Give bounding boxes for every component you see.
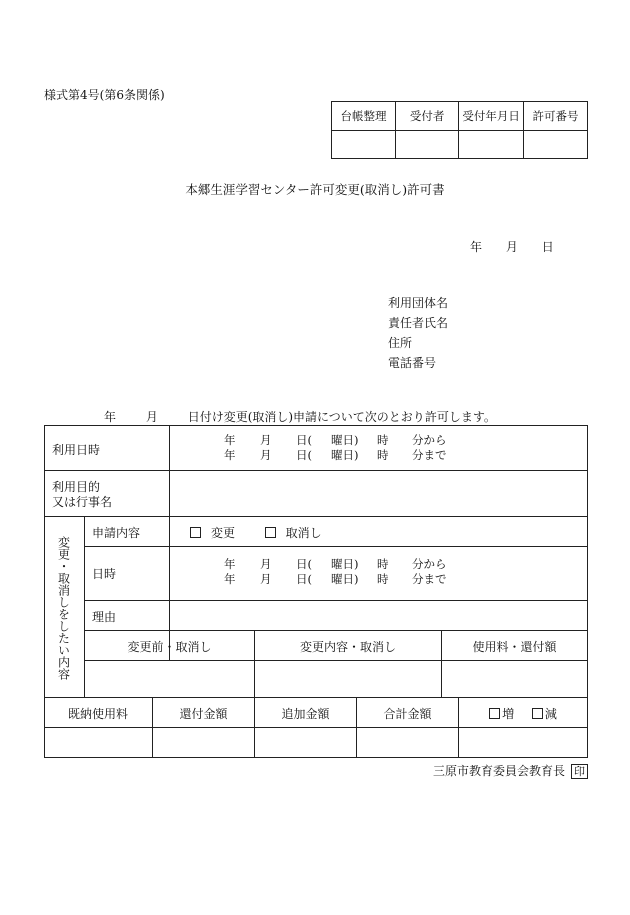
before-field[interactable] [85,661,254,697]
document-title: 本郷生涯学習センター許可変更(取消し)許可書 [185,182,445,197]
applicant-rep: 責任者氏名 [388,316,449,330]
date-year: 年 [470,240,483,254]
admin-header-ledger: 台帳整理 [332,102,396,131]
total-field[interactable] [357,728,458,757]
change-time-range[interactable]: 年 月 日( 曜日) 時 分から 年 月 日( 曜日) 時 分まで [224,557,447,586]
admin-cell-received-date[interactable] [459,131,524,159]
purpose-field[interactable] [170,471,587,516]
label-change-section: 変更・取消しをしたい内容 [56,535,71,680]
applicant-org: 利用団体名 [388,296,449,310]
after-field[interactable] [255,661,441,697]
admin-header-permit-number: 許可番号 [523,102,587,131]
applicant-phone: 電話番号 [388,356,437,370]
admin-header-receiver: 受付者 [396,102,459,131]
label-before: 変更前・取消し [127,640,212,654]
label-usage-datetime: 利用日時 [52,443,101,457]
increase-decrease: 増 減 [459,705,587,722]
label-after: 変更内容・取消し [299,640,396,654]
issue-date [470,238,554,255]
admin-cell-permit-number[interactable] [523,131,587,159]
label-refund: 還付金額 [179,707,228,721]
issuer-name: 三原市教育委員会教育長 [432,764,565,778]
request-options [190,524,322,541]
label-additional: 追加金額 [281,707,330,721]
admin-header-received-date: 受付年月日 [459,102,524,131]
label-purpose: 利用目的 又は行事名 [52,480,113,509]
increase-decrease-field[interactable] [459,728,587,757]
label-paid: 既納使用料 [67,707,128,721]
usage-time-range[interactable]: 年 月 日( 曜日) 時 分から 年 月 日( 曜日) 時 分まで [224,433,447,462]
applicant-block [388,293,448,373]
permit-table [44,425,588,758]
date-month: 月 [505,240,518,254]
intro-sentence: 年 月 日付け変更(取消し)申請について次のとおり許可します。 [104,410,496,424]
checkbox-decrease[interactable] [532,708,543,719]
admin-cell-receiver[interactable] [396,131,459,159]
applicant-address: 住所 [388,336,413,350]
admin-cell-ledger[interactable] [332,131,396,159]
date-day: 日 [541,240,554,254]
label-total: 合計金額 [383,707,432,721]
seal-mark: 印 [571,764,588,779]
label-fee: 使用料・還付額 [472,640,557,654]
paid-field[interactable] [45,728,152,757]
fee-field[interactable] [442,661,587,697]
additional-field[interactable] [255,728,356,757]
checkbox-increase[interactable] [489,708,500,719]
refund-field[interactable] [153,728,254,757]
reason-field[interactable] [170,601,587,630]
form-number: 様式第4号(第6条関係) [44,88,165,102]
checkbox-cancel[interactable] [265,527,276,538]
label-reason: 理由 [92,610,117,624]
option-cancel-label: 取消し [285,526,322,540]
option-change-label: 変更 [211,526,236,540]
issuer-line [433,762,588,779]
admin-box [331,101,588,159]
label-datetime: 日時 [92,567,117,581]
label-request-content: 申請内容 [92,526,141,540]
checkbox-change[interactable] [190,527,201,538]
